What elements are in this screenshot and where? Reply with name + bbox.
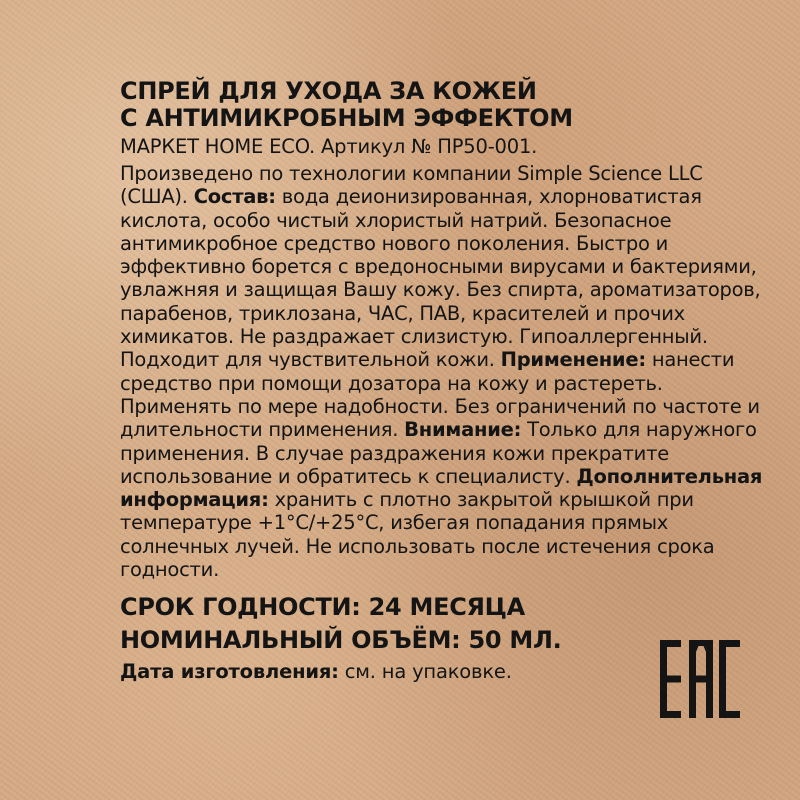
nominal-volume: НОМИНАЛЬНЫЙ ОБЪЁМ: 50 МЛ.: [120, 626, 562, 655]
title-line-1: СПРЕЙ ДЛЯ УХОДА ЗА КОЖЕЙ: [120, 77, 537, 105]
composition-label: Состав:: [193, 185, 276, 209]
usage-text: нанести средство при помощи дозатора на кожу и растереть. Применять по мере надобности. Без ограничений по частоте и длительности применения.: [120, 348, 760, 442]
brand-article: МАРКЕТ HOME ECO. Артикул № ПР50-001.: [120, 135, 538, 158]
warning-label: Внимание:: [404, 418, 522, 442]
title-line-2: С АНТИМИКРОБНЫМ ЭФФЕКТОМ: [120, 104, 573, 132]
shelf-life: СРОК ГОДНОСТИ: 24 МЕСЯЦА: [120, 593, 525, 622]
product-title: [120, 78, 770, 132]
manufacture-date-text: см. на упаковке.: [344, 660, 512, 684]
intro-text: Произведено по технологии компании Simple Science LLC (США).: [120, 162, 703, 209]
warning-text: Только для наружного применения. В случае раздражения кожи прекратите использование и обратитесь к специалисту.: [120, 418, 757, 488]
description-paragraph: [120, 162, 770, 581]
extra-info-label: Дополнительная информация:: [120, 464, 763, 512]
description-body: [120, 162, 770, 581]
usage-label: Применение:: [500, 348, 646, 372]
composition-text: вода деионизированная, хлорноватистая кислота, особо чистый хлористый натрий. Безопасное антимикробное средство нового поколения. Быстро и эффективно борется с вредоносными вирусами и бактериями, увлажняя и защищая Вашу кожу. Без спирта, ароматизаторов, парабенов, триклозана, ЧАС, ПАВ, красителей и прочих химикатов. Не раздражает слизистую. Гипоаллергенный. Подходит для чувствительной кожи.: [120, 185, 761, 372]
manufacture-date-label: Дата изготовления:: [120, 660, 339, 684]
label-content: [120, 78, 770, 687]
eac-mark-icon: [660, 640, 740, 718]
extra-info-text: хранить с плотно закрытой крышкой при температуре +1°С/+25°С, избегая попадания прямых солнечных лучей. Не использовать после истечения срока годности.: [120, 488, 715, 582]
